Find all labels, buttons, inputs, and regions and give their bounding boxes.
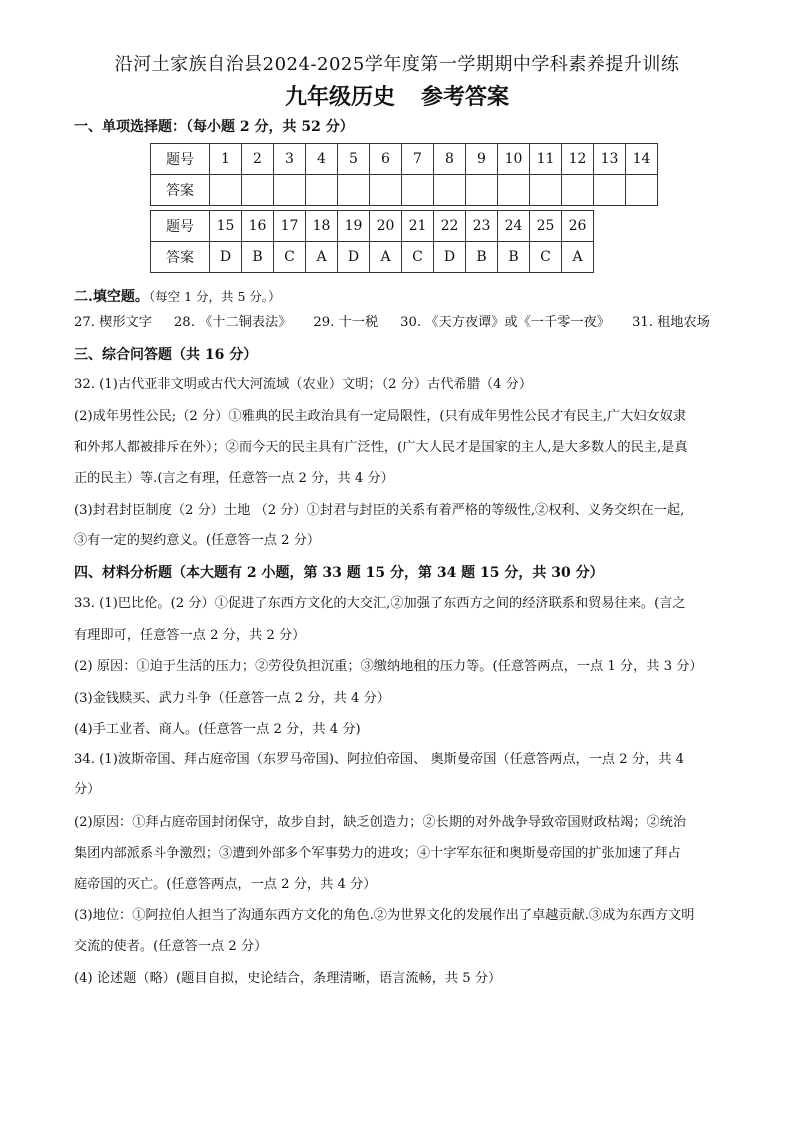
section2-heading: 二.填空题。 [74, 289, 149, 305]
section2-note: （每空 1 分，共 5 分。） [148, 289, 281, 304]
answer-line: (2)原因：①拜占庭帝国封闭保守，故步自封，缺乏创造力；②长期的对外战争导致帝国财政枯竭；②统治 [74, 815, 687, 830]
answer-cell [626, 175, 658, 206]
answer-line: 分） [74, 782, 101, 797]
answer-cell: B [466, 242, 498, 273]
answer-line: (3)封君封臣制度（2 分）土地 （2 分）①封君与封臣的关系有着严格的等级性,②权利、义务交织在一起, [74, 503, 685, 518]
fill-answer-30: 30. 《天方夜谭》或《一千零一夜》 [400, 315, 610, 330]
table-row [151, 144, 658, 175]
answer-cell [338, 175, 370, 206]
table-row [151, 175, 658, 206]
question-number: 22 [434, 211, 466, 242]
question-number: 25 [530, 211, 562, 242]
answer-cell [210, 175, 242, 206]
section4-heading: 四、材料分析题（本大题有 2 小题，第 33 题 15 分，第 34 题 15 分，共 30 分） [74, 565, 604, 581]
answer-cell [594, 175, 626, 206]
answer-cell: D [210, 242, 242, 273]
answer-cell: B [242, 242, 274, 273]
question-number: 26 [562, 211, 594, 242]
answer-cell: A [562, 242, 594, 273]
question-number: 13 [594, 144, 626, 175]
answer-line: (3)地位：①阿拉伯人担当了沟通东西方文化的角色.②为世界文化的发展作出了卓越贡献.③成为东西方文明 [74, 908, 695, 923]
question-number: 10 [498, 144, 530, 175]
answer-line: 交流的使者。(任意答一点 2 分） [74, 939, 268, 954]
row-label: 答案 [151, 242, 210, 273]
answer-line: 集团内部派系斗争激烈；③遭到外部多个军事势力的进攻；④十字军东征和奥斯曼帝国的扩张加速了拜占 [74, 846, 681, 861]
table-row [151, 242, 594, 273]
answer-cell [274, 175, 306, 206]
section2-heading-line [74, 287, 734, 308]
answer-cell [562, 175, 594, 206]
answer-line: 庭帝国的灭亡。(任意答两点，一点 2 分，共 4 分） [74, 877, 377, 892]
answer-cell: D [338, 242, 370, 273]
answer-line: 33. (1)巴比伦。(2 分）①促进了东西方文化的大交汇,②加强了东西方之间的经济联系和贸易往来。(言之 [74, 596, 686, 611]
answer-cell [370, 175, 402, 206]
subtitle-grade-subject: 九年级历史 [284, 84, 395, 110]
document-subtitle [0, 80, 794, 111]
answer-cell [306, 175, 338, 206]
answer-line: 和外邦人都被排斥在外）；②而今天的民主具有广泛性，(广大人民才是国家的主人,是大多数人的民主,是真 [74, 440, 688, 455]
answer-cell: A [306, 242, 338, 273]
question-number: 12 [562, 144, 594, 175]
answer-line: 有理即可，任意答一点 2 分，共 2 分） [74, 628, 306, 643]
answer-line: (3)金钱赎买、武力斗争（任意答一点 2 分，共 4 分） [74, 691, 390, 706]
question-number: 2 [242, 144, 274, 175]
fill-answer-28: 28. 《十二铜表法》 [173, 315, 292, 330]
question-number: 16 [242, 211, 274, 242]
question-number: 4 [306, 144, 338, 175]
question-number: 19 [338, 211, 370, 242]
question-number: 8 [434, 144, 466, 175]
answer-line: 32. (1)古代亚非文明或古代大河流域（农业）文明；（2 分）古代希腊（4 分） [74, 377, 533, 392]
question-number: 9 [466, 144, 498, 175]
answer-cell: B [498, 242, 530, 273]
document-title: 沿河土家族自治县2024-2025学年度第一学期期中学科素养提升训练 [114, 54, 680, 75]
answer-cell: C [402, 242, 434, 273]
question-number: 11 [530, 144, 562, 175]
answer-cell: C [274, 242, 306, 273]
question-number: 3 [274, 144, 306, 175]
answer-cell: A [370, 242, 402, 273]
section3-heading: 三、综合问答题（共 16 分） [74, 347, 258, 363]
fill-answer-27: 27. 楔形文字 [74, 315, 152, 330]
answer-cell [242, 175, 274, 206]
answer-cell [498, 175, 530, 206]
answer-line: (4)手工业者、商人。(任意答一点 2 分，共 4 分) [74, 722, 361, 737]
question-number: 5 [338, 144, 370, 175]
fill-answer-29: 29. 十一税 [313, 315, 379, 330]
question-number: 23 [466, 211, 498, 242]
answer-line: 正的民主）等.(言之有理，任意答一点 2 分，共 4 分） [74, 471, 394, 486]
answer-cell [434, 175, 466, 206]
question-number: 17 [274, 211, 306, 242]
question-number: 24 [498, 211, 530, 242]
answer-cell: D [434, 242, 466, 273]
question-number: 18 [306, 211, 338, 242]
answer-line: (2) 原因：①迫于生活的压力；②劳役负担沉重；③缴纳地租的压力等。(任意答两点，一点 1 分，共 3 分） [74, 659, 703, 674]
fill-answer-31: 31. 租地农场 [631, 315, 710, 330]
answer-line: 34. (1)波斯帝国、拜占庭帝国（东罗马帝国)、阿拉伯帝国、 奥斯曼帝国（任意答两点，一点 2 分，共 4 [74, 752, 685, 767]
section1-heading: 一、单项选择题：（每小题 2 分，共 52 分） [74, 119, 354, 135]
row-label: 题号 [151, 144, 210, 175]
question-number: 1 [210, 144, 242, 175]
question-number: 7 [402, 144, 434, 175]
question-number: 21 [402, 211, 434, 242]
answer-table-2 [150, 210, 594, 273]
question-number: 6 [370, 144, 402, 175]
row-label: 答案 [151, 175, 210, 206]
fill-blank-answers [74, 313, 734, 333]
answer-line: (2)成年男性公民;（2 分）①雅典的民主政治具有一定局限性，(只有成年男性公民才有民主,广大妇女奴隶 [74, 409, 687, 424]
question-number: 14 [626, 144, 658, 175]
answer-table-1 [150, 143, 658, 206]
answer-cell [530, 175, 562, 206]
subtitle-answer-key: 参考答案 [421, 84, 510, 110]
table-row [151, 211, 594, 242]
question-number: 20 [370, 211, 402, 242]
answer-cell: C [530, 242, 562, 273]
answer-cell [466, 175, 498, 206]
question-number: 15 [210, 211, 242, 242]
answer-line: ③有一定的契约意义。(任意答一点 2 分） [74, 533, 321, 548]
answer-cell [402, 175, 434, 206]
answer-line: (4) 论述题（略）(题目自拟，史论结合，条理清晰，语言流畅，共 5 分） [74, 971, 502, 986]
row-label: 题号 [151, 211, 210, 242]
